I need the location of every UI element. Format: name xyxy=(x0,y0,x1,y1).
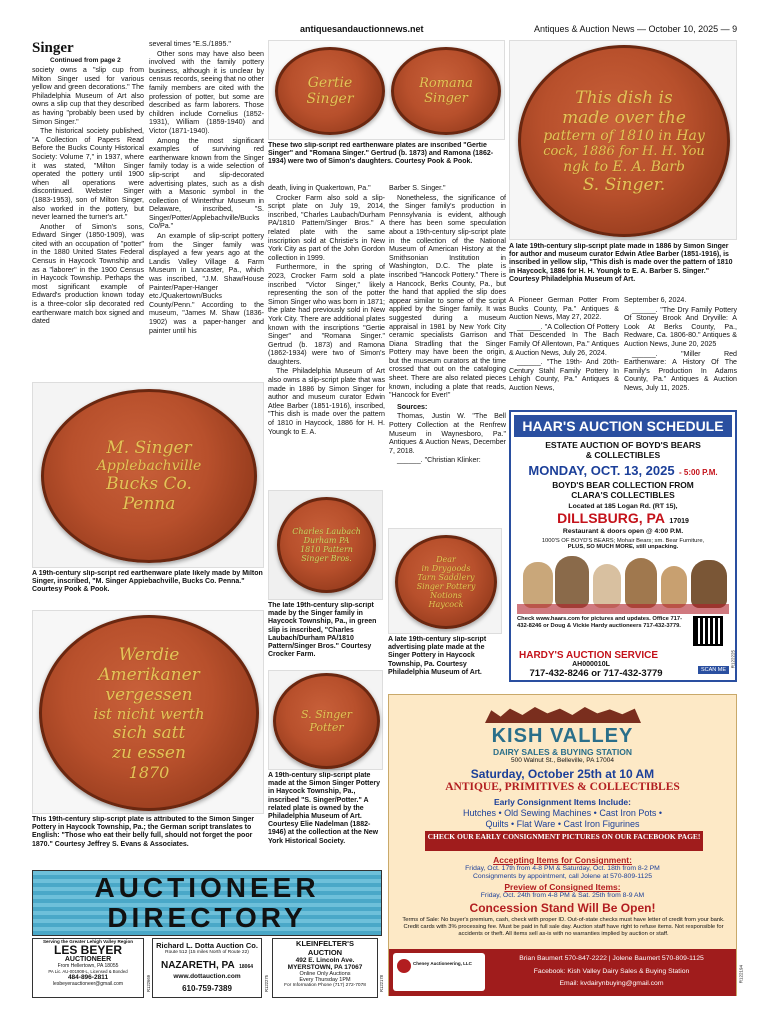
beyer-top: Serving the Greater Lehigh Valley Region xyxy=(42,939,134,944)
source-entry: ______. "Christian Klinker: xyxy=(397,456,481,465)
haars-time: - 5:00 P.M. xyxy=(679,468,718,477)
haars-location: Located at 185 Logan Rd. (RT 15), xyxy=(568,503,678,510)
klein-l2: Every Thursday 1PM xyxy=(299,977,351,983)
teddy-bears-image xyxy=(517,552,729,614)
haars-code: R122225 xyxy=(730,650,735,669)
article-column-4 xyxy=(389,184,506,524)
paragraph: ______. "Miller Red Earthenware: A History Of The Family's Production In Adams County, Pa." Antiques & Auction News, July 11, 2025. xyxy=(624,349,737,392)
beyer-sub: AUCTIONEER xyxy=(64,956,112,963)
beyer-phone: 484-896-2811 xyxy=(67,974,109,981)
scan-me-label: SCAN ME xyxy=(698,666,729,674)
kish-facebook[interactable]: Facebook: Kish Valley Dairy Sales & Buying Station xyxy=(533,968,690,975)
german-plate-photo xyxy=(32,610,264,814)
haars-details1: 1000'S OF BOYD'S BEARS; Mohair Bears; sm. Bear Furniture, xyxy=(541,538,705,544)
source-entry: Thomas, Justin W. "The Bell Pottery Collection at the Renfrew Museum in Waynesboro, Pa." Antiques & Auction News, December 7, 2018. xyxy=(389,412,506,455)
paragraph: The Philadelphia Museum of Art also owns a slip-script plate that was made in 1886 by Simon Singer for author and museum curator Edwin Atlee Barber (1851-1916), inscribed, "This dish is made over the pattern of 1810 in Haycock, 1886 for H. H. Youngk to E. A. xyxy=(268,367,385,436)
caption-barber: A late 19th-century slip-script plate made in 1886 by Simon Singer for author and museum curator Edwin Atlee Barber (1851-1916), is inscribed in yellow slip, "This dish is made over the pattern of 1810 in Haycock, 1886 for H. H. Youngk to E. A. Barber S. Singer." Courtesy Philadelphia Museum of Art. xyxy=(509,243,733,283)
paragraph: September 6, 2024. xyxy=(624,296,687,304)
barber-plate-photo xyxy=(509,40,737,240)
kish-preview-head: Preview of Consigned Items: xyxy=(504,882,621,892)
dotta-phone: 610-759-7389 xyxy=(182,984,232,993)
plate-barber: This dish is made over the pattern of 1810 in Hay cock, 1886 for H. H. You ngk to E. A. Barb S. Singer. xyxy=(518,45,730,237)
beyer-code: R122669 xyxy=(146,975,151,992)
laubach-plate-photo xyxy=(268,490,383,600)
kish-facebook-banner[interactable]: CHECK OUR EARLY CONSIGNMENT PICTURES ON OUR FACEBOOK PAGE! xyxy=(425,831,703,851)
klein-city: MYERSTOWN, PA 17067 xyxy=(287,964,363,971)
klein-l1: Online Only Auctions xyxy=(299,971,351,977)
kish-concession: Concession Stand Will Be Open! xyxy=(469,901,656,915)
klein-sub: AUCTION xyxy=(307,948,343,957)
caption-advert: A late 19th-century slip-script advertising plate made at the Singer Pottery in Haycock Township, Pa. Courtesy Philadelphia Museum of Art. xyxy=(388,636,487,676)
plate-german-script: Werdie Amerikaner vergessen ist nicht werth sich satt zu essen 1870 xyxy=(39,615,259,811)
klein-code: R122178 xyxy=(379,975,384,992)
plate-gertie-singer: Gertie Singer xyxy=(275,47,385,135)
beyer-email[interactable]: lesbeyerauctioneer@gmail.com xyxy=(52,981,124,987)
kish-accept2: Consignments by appointment, call Jolene at 570-809-1125 xyxy=(473,873,652,880)
kish-email[interactable]: Email: kvdairynbuying@gmail.com xyxy=(559,980,664,987)
caption-simon: A 19th-century slip-script plate made at the Simon Singer Pottery in Haycock Township, Pa., inscribed "S. Singer/Potter." A related plate is owned by the Philadelphia Museum of Art. Courtesy Elie Nadelman (1882-1946) at the collection at the New York Historical Society. xyxy=(268,772,381,845)
cheney-logo: Cheney Auctioneering, LLC xyxy=(393,953,485,991)
haars-title: HAAR'S AUCTION SCHEDULE xyxy=(522,418,724,434)
dotta-code: R122275 xyxy=(264,975,269,992)
klein-l3: For Information Phone (717) 272-7078 xyxy=(284,983,366,988)
paragraph: society owns a "slip cup from Milton Singer used for various yellow and green decorations." The Philadelphia Museum of Art also owns a slip cup that they described as having "probably been used by Simon Singer." xyxy=(32,66,144,126)
kish-preview1: Friday, Oct. 24th from 4-8 PM & Sat. 25th from 8-9 AM xyxy=(480,892,645,899)
haars-license: AH000010L xyxy=(572,661,610,668)
dotta-card xyxy=(152,938,262,998)
paragraph: Barber S. Singer." xyxy=(389,184,446,192)
kish-code: R122194 xyxy=(738,965,743,984)
caption-gertie-romana: These two slip-script red earthenware plates are inscribed "Gertie Singer" and "Romana Singer." Gertrud (b. 1873) and Ramona (1862-1934) were two of Simon's daughters. Courtesy Pook & Pook. xyxy=(268,142,494,166)
beyer-name: LES BEYER xyxy=(53,943,122,957)
plate-romana-singer: Romana Singer xyxy=(391,47,501,135)
kish-footer-bar xyxy=(389,949,736,996)
kleinfelter-card xyxy=(272,938,378,998)
kish-subtitle: DAIRY SALES & BUYING STATION xyxy=(492,747,632,757)
simon-plate-photo xyxy=(268,670,383,770)
directory-line2: DIRECTORY xyxy=(107,902,307,933)
paragraph: Furthermore, in the spring of 2023, Crocker Farm sold a plate inscribed "Victor Singer," likely representing the son of the potter Simon Singer who was born in 1871; the plate had previously sold in New York City. There are additional plates known with the inscriptions "Gertie Singer" and "Romana Singer." Gertrud (b. 1873) and Ramona (1862-1934) were two of Simon's daughters. xyxy=(268,263,385,366)
paragraph: ______. "The Dry Family Pottery Of Stoney Brook And Dryville: A Look At Berks County, Pa., Redware, Ca. 1806-80." Antiques & Auction News, June 20, 2025 xyxy=(624,305,737,348)
article-column-2 xyxy=(149,40,264,378)
dotta-city: NAZARETH, PA xyxy=(160,960,235,971)
beyer-lic: PA Lic. AU-001908-L, Licensed & Bonded xyxy=(48,969,128,974)
plate-simon-singer: S. Singer Potter xyxy=(273,673,380,769)
haars-title-bar xyxy=(514,415,732,437)
paragraph: Among the most significant examples of surviving red earthenware known from the Singer family today is a wide selection of slip-script and slip-decorated advertising plates, such as a dish with a Masonic symbol in the collection of Winterthur Museum in Delaware, inscribed, "S. Singer/Potter/Applebachville/Bucks Co/Pa." xyxy=(149,136,264,231)
klein-addr: 492 E. Lincoln Ave. xyxy=(295,957,355,964)
auctioneer-directory-banner xyxy=(32,870,382,936)
haars-line2: & COLLECTIBLES xyxy=(585,450,661,460)
les-beyer-card xyxy=(32,938,144,998)
haars-line3: BOYD'S BEAR COLLECTION FROM xyxy=(552,480,694,490)
article-column-3 xyxy=(268,184,385,486)
kish-accept1: Friday, Oct. 17th from 4-8 PM & Saturday, Oct. 18th from 8-2 PM xyxy=(465,865,660,872)
kish-headline: ANTIQUE, PRIMITIVES & COLLECTIBLES xyxy=(445,781,680,793)
sources-heading: Sources: xyxy=(397,402,428,411)
paragraph: Other sons may have also been involved with the family pottery business, although it is unclear by census records, seeing that no other family members are cited with the profession of potter, but some are described as farm laborers. Those children include Cornelius (1852-1931), William (1859-1940) and Victor (1871-1940). xyxy=(149,49,264,135)
article-title: Singer xyxy=(32,40,74,56)
kish-contacts: Brian Baumert 570-847-2222 | Jolene Baumert 570-809-1125 xyxy=(519,955,704,962)
kish-date: Saturday, October 25th at 10 AM xyxy=(470,767,655,781)
article-column-5 xyxy=(509,296,619,406)
paragraph: several times "E.S./1895." xyxy=(149,40,231,48)
caption-german: This 19th-century slip-script plate is attributed to the Simon Singer Pottery in Haycock Township, Pa.; the German script translates to English: "Those who eat their belly full, should not forget the poor 1870." Courtesy Jeffrey S. Evans & Associates. xyxy=(32,816,255,848)
milton-plate-photo xyxy=(32,382,264,568)
paragraph: ______. "A Collection Of Pottery That Descended In The Bach Family Of Allentown, Pa." Antiques & Auction News, July 26, 2024. xyxy=(509,322,619,357)
kish-accept-head: Accepting Items for Consignment: xyxy=(493,855,632,865)
directory-line1: AUCTIONEER xyxy=(94,872,320,903)
haars-check: Check www.haars.com for pictures and updates. Office 717-432-8246 or Doug & Vickie Hardy auctioneers 717-432-3779. xyxy=(517,616,683,629)
haars-details2: PLUS, SO MUCH MORE, still unpacking. xyxy=(567,544,679,550)
cows-silhouette-icon xyxy=(485,707,641,723)
paragraph: An example of slip-script pottery from the Singer family was displayed a few years ago at the Landis Valley Village & Farm Museum in Lancaster, Pa., which was inscribed, "J.M. Shaw/House Painter/Paper-Hanger etc./Quakertown/Bucks County/Penn." According to the museum, "James M. Shaw (1836-1902) was a paper-hanger and painter until his xyxy=(149,232,264,335)
paragraph: The historical society published, "A Collection of Papers Read Before the Bucks County Historical Society: Volume 7," in 1937, where it was stated, "Milton Singer operated the pottery until 1900 when all operations were discontinued. Webster Singer (1883-1953), son of Milton Singer, also worked in the pottery, but never learned the turner's art." xyxy=(32,127,144,222)
plate-laubach: Charles Laubach Durham PA 1810 Pattern Singer Bros. xyxy=(277,497,376,593)
dotta-zip: 18064 xyxy=(239,964,254,970)
haars-service: HARDY'S AUCTION SERVICE xyxy=(519,650,659,661)
issue-line: Antiques & Auction News — October 10, 2025 — 9 xyxy=(534,24,738,34)
caption-laubach: The late 19th-century slip-script made by the Singer family in Haycock Township, Pa., in green slip is inscribed, "Charles Laubach/Durham PA/1810 Pattern/Singer Bros." Courtesy Crocker Farm. xyxy=(268,602,377,659)
paragraph: Nonetheless, the significance of the Singer family's production in Pennsylvania is evident, although there has been some speculation about a 19th-century slip-script plate in the collection of the National Museum of American History at the Smithsonian Institution in Washington, D.C. The plate is inscribed "Hancock Pottery." There is a Hancock, Berks County, Pa., but the hand that applied the slip does appear similar to some of the script applied by the Singer family. It was suggested during a museum appraisal in 1981 by New York City ceramic specialists Garrison and Diana Stradling that the Singer Pottery may have been the origin, but the museum curators at the time crossed that out on the cataloging sheet. There are also related pieces known, including a plate that reads, "Hancock for Ever!" xyxy=(389,193,506,400)
qr-code-icon[interactable] xyxy=(693,616,723,646)
haars-phones: 717-432-8246 or 717-432-3779 xyxy=(529,668,663,679)
paragraph: death, living in Quakertown, Pa." xyxy=(268,184,371,192)
haars-auction-ad xyxy=(509,410,737,682)
haars-date: MONDAY, OCT. 13, 2025 xyxy=(528,463,675,478)
kish-early-head: Early Consignment Items Include: xyxy=(494,797,631,807)
haars-doors: Restaurant & doors open @ 4:00 P.M. xyxy=(562,528,684,535)
paragraph: A Pioneer German Potter From Bucks County, Pa." Antiques & Auction News, May 27, 2022. xyxy=(509,296,619,322)
continued-note: Continued from page 2 xyxy=(50,57,121,64)
website-url[interactable]: antiquesandauctionnews.net xyxy=(300,24,424,34)
haars-zip: 17019 xyxy=(669,518,689,525)
klein-name: KLEINFELTER'S xyxy=(296,939,354,948)
paragraph: Another of Simon's sons, Edward Singer (1850-1909), was cited with an occupation of "potter" in the 1880 United States Federal Census in Haycock Township and as a "laborer" in the 1900 Census in Haycock Township. Perhaps the most significant example of Edward's production known today is a three-color slip decorated red earthenware match box signed and dated xyxy=(32,222,144,326)
kish-early1: Hutches • Old Sewing Machines • Cast Iron Pots • xyxy=(462,808,663,818)
haars-line4: CLARA'S COLLECTIBLES xyxy=(571,490,675,500)
paragraph: Crocker Farm also sold a slip-script plate on July 19, 2014, inscribed, "Charles Laubach/Durham PA/1810 Pattern/Singer Bros." A related plate with the same inscription sold at Christie's in New York City as part of the John Gordon collection in 1999. xyxy=(268,193,385,262)
dotta-addr: Route 512 (15 miles North of Route 22) xyxy=(165,950,249,955)
kish-title: KISH VALLEY xyxy=(491,725,634,747)
plate-milton-singer: M. Singer Applebachville Bucks Co. Penna xyxy=(41,389,257,563)
haars-city: DILLSBURG, PA xyxy=(557,510,665,526)
dotta-name: Richard L. Dotta Auction Co. xyxy=(156,941,258,950)
article-column-6 xyxy=(624,296,737,406)
beyer-addr: From Hellertown, PA 18055 xyxy=(57,963,119,969)
plate-advertising: Dear in Drygoods Tarn Saddlery Singer Pottery Notions Haycock xyxy=(395,535,497,629)
gertie-romana-photo xyxy=(268,40,505,140)
article-column-1 xyxy=(32,66,144,378)
dotta-web[interactable]: www.dottauction.com xyxy=(173,973,241,980)
caption-milton: A 19th-century slip-script red earthenware plate likely made by Milton Singer, inscribed, "M. Singer Appiebachville, Bucks Co. Penna." Courtesy Pook & Pook. xyxy=(32,570,263,594)
kish-terms: Terms of Sale: No buyer's premium, cash, check with proper ID. Out-of-state checks must have letter of credit from your bank. Credit cards with 3% processing fee. Must be paid in full sale day. Auction staff have right to refuse items. Not responsible for accidents or theft. All items sell as-is with no warranties implied by auction or staff. xyxy=(402,917,725,937)
haars-line1: ESTATE AUCTION OF BOYD'S BEARS xyxy=(545,440,701,450)
kish-early2: Quilts • Flat Ware • Cast Iron Figurines xyxy=(485,819,640,829)
kish-address: 500 Walnut St., Belleville, PA 17004 xyxy=(511,757,614,764)
advert-plate-photo xyxy=(388,528,502,634)
kish-valley-ad xyxy=(388,694,743,996)
paragraph: ______. "The 19th- And 20th-Century Stahl Family Pottery In Lehigh County, Pa." Antiques & Auction News, xyxy=(509,358,619,392)
